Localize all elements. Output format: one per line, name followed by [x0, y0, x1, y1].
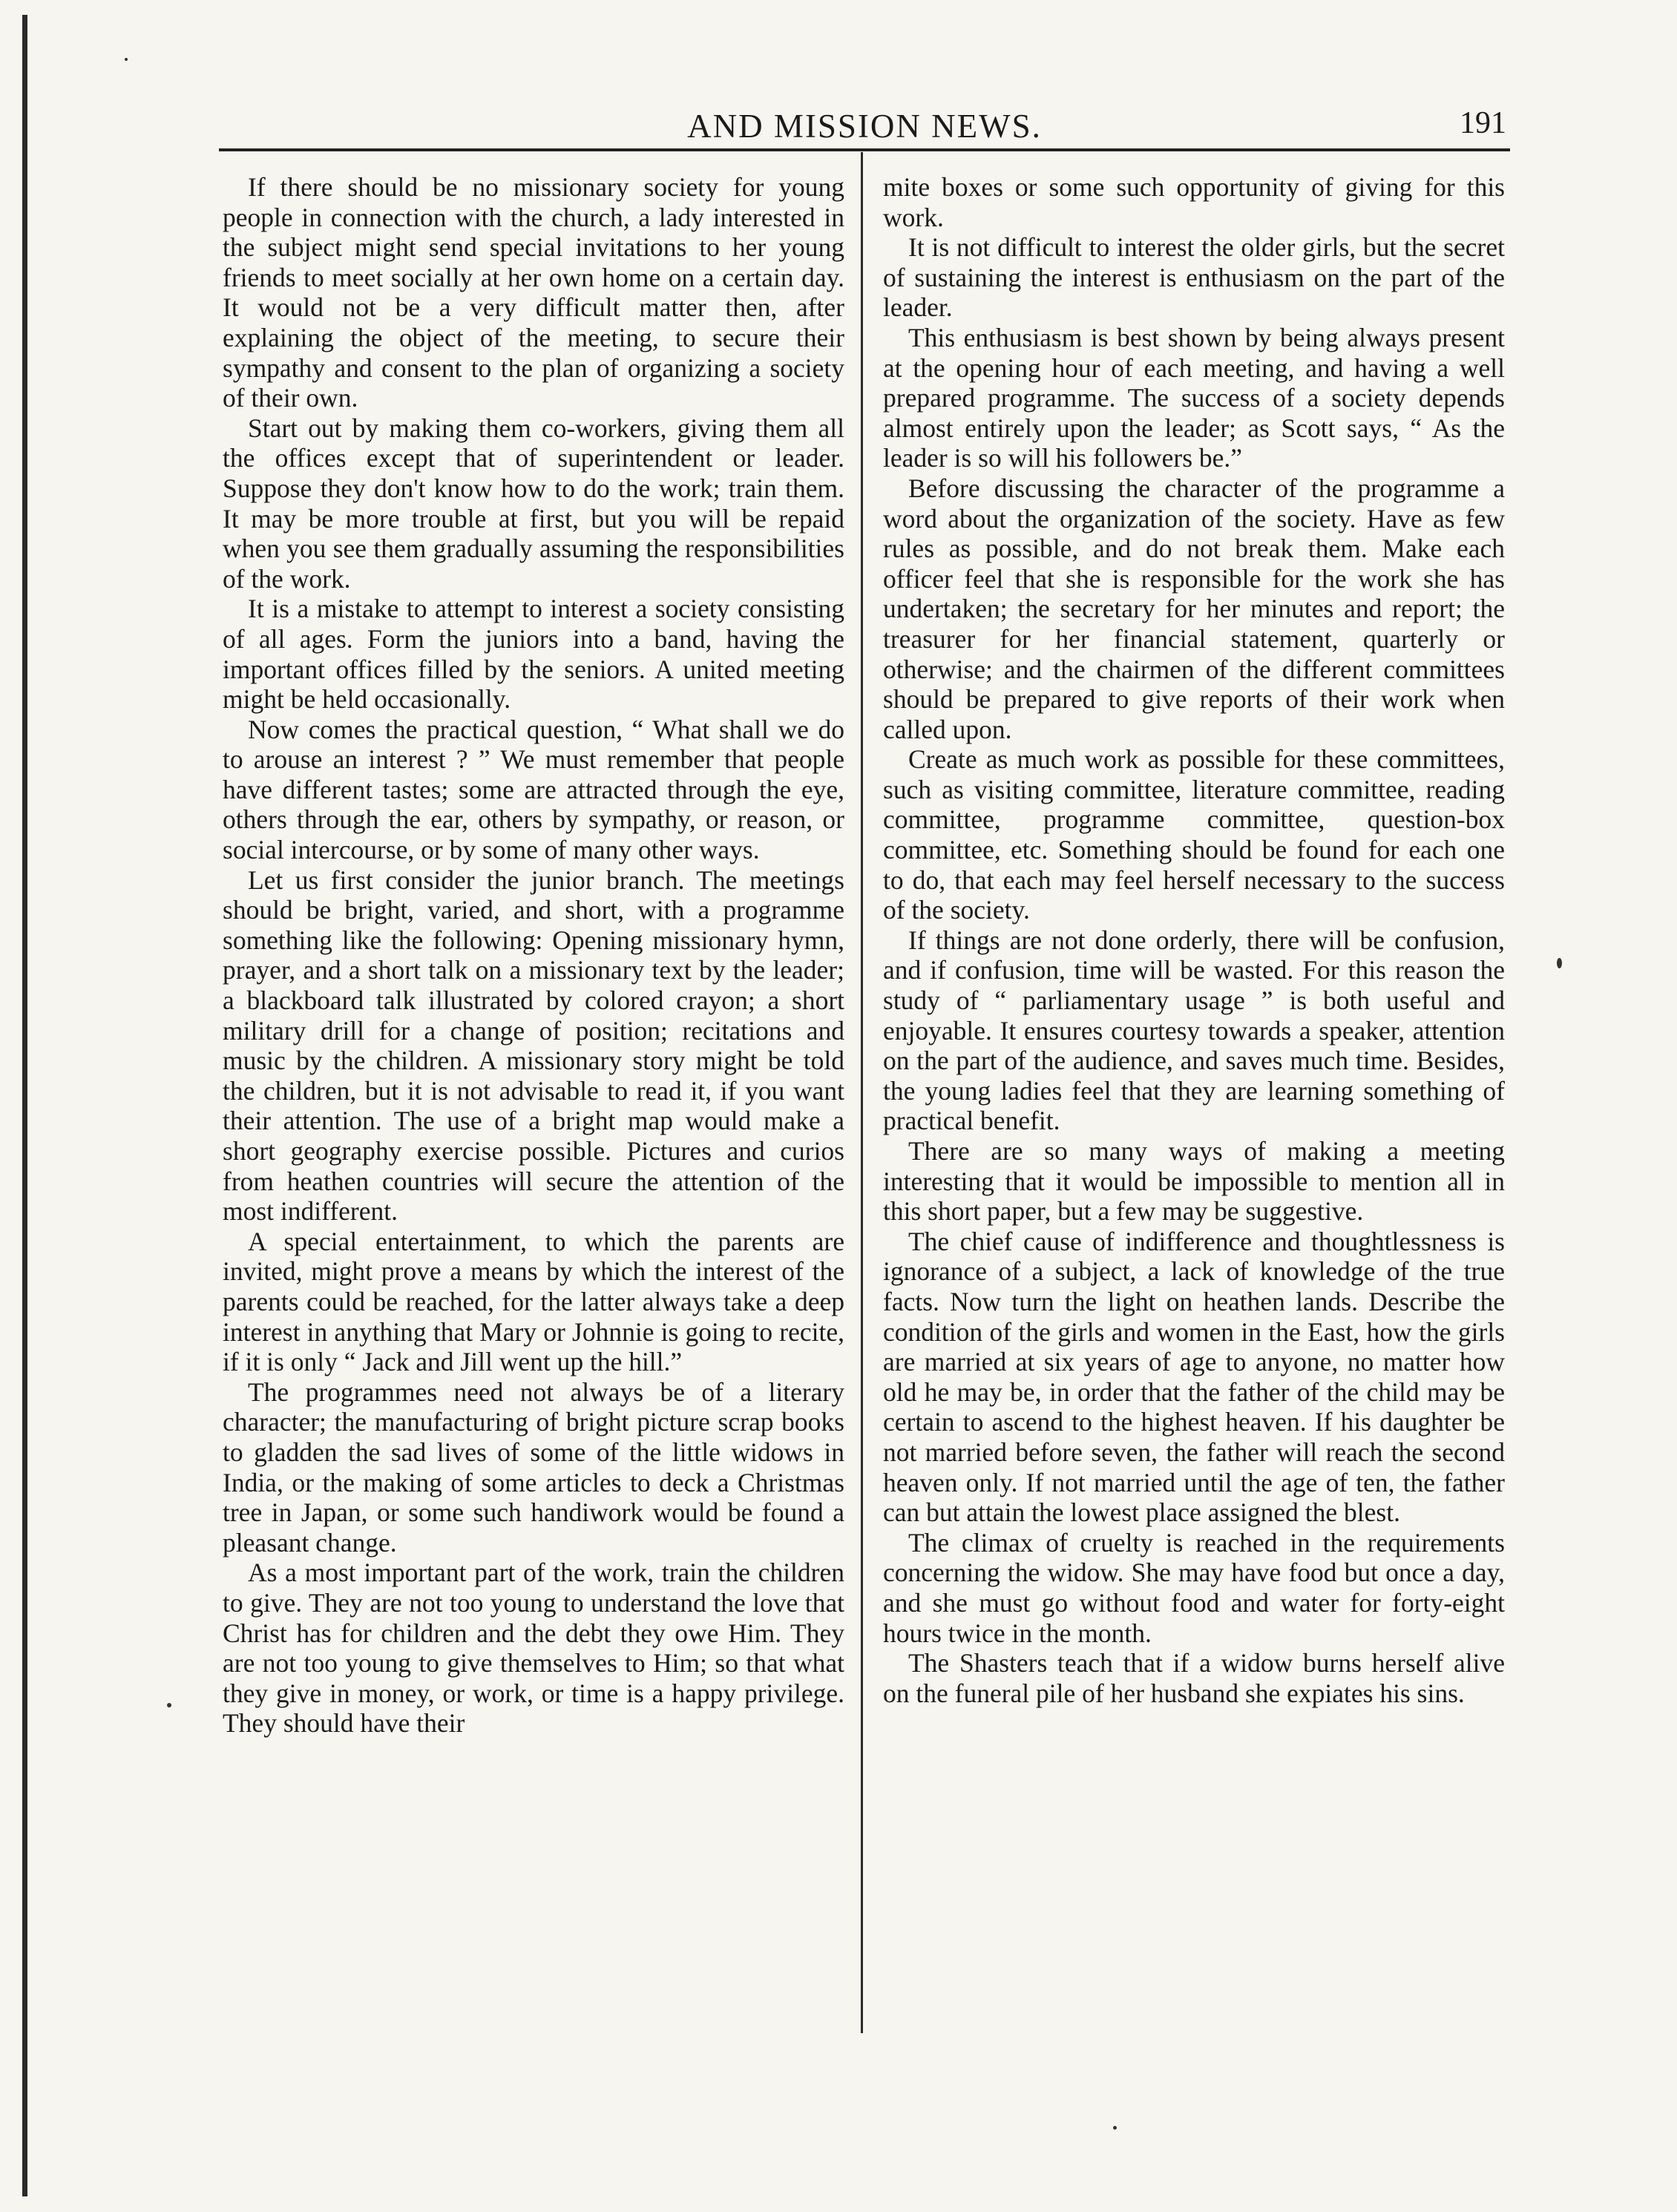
paragraph: Before discussing the character of the programme a word about the organization of the society. Have as few rules as possible, and do not break them. Make each officer feel that she is responsible for the work she has undertaken; the secretary for her minutes and report; the treasurer for her financial statement, quarterly or otherwise; and the chairmen of the different committees should be prepared to give reports of their work when called upon.	[883, 473, 1505, 744]
paragraph: This enthusiasm is best shown by being always present at the opening hour of each meeting, and having a well prepared programme. The success of a society depends almost entirely upon the leader; as Scott says, “ As the leader is so will his followers be.”	[883, 322, 1505, 473]
right-column	[883, 172, 1505, 1708]
paragraph: As a most important part of the work, train the children to give. They are not too young to understand the love that Christ has for children and the debt they owe Him. They are not too young to give themselves to Him; so that what they give in money, or work, or time is a happy privilege. They should have their	[223, 1558, 844, 1739]
left-column	[223, 172, 844, 1739]
paragraph: It is not difficult to interest the older girls, but the secret of sustaining the interest is enthusiasm on the part of the leader.	[883, 232, 1505, 323]
scan-speck	[167, 1703, 171, 1707]
scan-speck	[125, 58, 128, 61]
page-number: 191	[1460, 106, 1506, 140]
paragraph: The programmes need not always be of a literary character; the manufacturing of bright picture scrap books to gladden the sad lives of some of the little widows in India, or the making of some articles to deck a Christmas tree in Japan, or some such handiwork would be found a pleasant change.	[223, 1376, 844, 1558]
running-head: AND MISSION NEWS.	[687, 108, 1042, 145]
column-divider	[861, 152, 863, 2033]
scan-speck	[1557, 958, 1562, 968]
paragraph: A special entertainment, to which the parents are invited, might prove a means by which the interest of the parents could be reached, for the latter always take a deep interest in anything that Mary or Johnnie is going to recite, if it is only “ Jack and Jill went up the hill.”	[223, 1226, 844, 1377]
paragraph: There are so many ways of making a meeting interesting that it would be impossible to mention all in this short paper, but a few may be suggestive.	[883, 1136, 1505, 1227]
paragraph: Let us first consider the junior branch. The meetings should be bright, varied, and short, with a programme something like the following: Opening missionary hymn, prayer, and a short talk on a missionary text by the leader; a blackboard talk illustrated by colored crayon; a short military drill for a change of position; recitations and music by the children. A missionary story might be told the children, but it is not advisable to read it, if you want their attention. The use of a bright map would make a short geography exercise possible. Pictures and curios from heathen countries will secure the attention of the most indifferent.	[223, 864, 844, 1227]
paragraph: Create as much work as possible for these committees, such as visiting committee, literature committee, reading committee, programme committee, question-box committee, etc. Something should be found for each one to do, that each may feel herself necessary to the success of the society.	[883, 744, 1505, 925]
page-header	[223, 95, 1506, 147]
binding-edge-line	[22, 15, 27, 2196]
scan-speck	[1113, 2126, 1117, 2130]
paragraph: If things are not done orderly, there will be confusion, and if confusion, time will be wasted. For this reason the study of “ parliamentary usage ” is both useful and enjoyable. It ensures courtesy towards a speaker, attention on the part of the audience, and saves much time. Besides, the young ladies feel that they are learning something of practical benefit.	[883, 925, 1505, 1136]
paragraph: mite boxes or some such opportunity of giving for this work.	[883, 172, 1505, 232]
header-rule	[219, 148, 1510, 151]
paragraph: If there should be no missionary society for young people in connection with the church, a lady interested in the subject might send special invitations to her young friends to meet socially at her own home on a certain day. It would not be a very difficult matter then, after explaining the object of the meeting, to secure their sympathy and consent to the plan of organizing a society of their own.	[223, 172, 844, 413]
paragraph: The chief cause of indifference and thoughtlessness is ignorance of a subject, a lack of knowledge of the true facts. Now turn the light on heathen lands. Describe the condition of the girls and women in the East, how the girls are married at six years of age to anyone, no matter how old he may be, in order that the father of the child may be certain to ascend to the highest heaven. If his daughter be not married before seven, the father will reach the second heaven only. If not married until the age of ten, the father can but attain the lowest place assigned the blest.	[883, 1226, 1505, 1528]
paragraph: The Shasters teach that if a widow burns herself alive on the funeral pile of her husband she expiates his sins.	[883, 1648, 1505, 1708]
paragraph: Now comes the practical question, “ What shall we do to arouse an interest ? ” We must remember that people have different tastes; some are attracted through the eye, others through the ear, others by sympathy, or reason, or social intercourse, or by some of many other ways.	[223, 714, 844, 865]
paragraph: The climax of cruelty is reached in the requirements concerning the widow. She may have food but once a day, and she must go without food and water for forty-eight hours twice in the month.	[883, 1527, 1505, 1648]
paragraph: Start out by making them co-workers, giving them all the offices except that of superintendent or leader. Suppose they don't know how to do the work; train them. It may be more trouble at first, but you will be repaid when you see them gradually assuming the responsibilities of the work.	[223, 413, 844, 594]
paragraph: It is a mistake to attempt to interest a society consisting of all ages. Form the juniors into a band, having the important offices filled by the seniors. A united meeting might be held occasionally.	[223, 594, 844, 715]
